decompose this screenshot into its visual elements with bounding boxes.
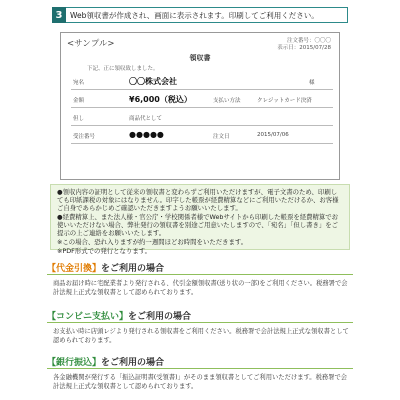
payment-label: 支払い方法 xyxy=(213,98,241,104)
cod-tag: 【代金引換】 xyxy=(47,264,102,274)
amount-row xyxy=(71,91,333,108)
bank-transfer-section-heading xyxy=(47,356,353,369)
sama-label: 様 xyxy=(309,80,315,86)
receipt-note: 下記、正に領収致しました。 xyxy=(87,66,159,72)
receipt-number-value: ●●●●● xyxy=(129,130,164,139)
step-number-badge: 3 xyxy=(52,7,66,23)
addressee-row xyxy=(71,73,333,90)
order-date-value: 2015/07/06 xyxy=(257,132,289,138)
info-note-1: ※この場合、恐れ入りますが約一週間ほどお時間をいただきます。 xyxy=(57,238,248,246)
info-note-2: ※PDF形式での発行となります。 xyxy=(57,247,151,255)
addressee-label: 宛名 xyxy=(73,80,85,86)
receipt-sample xyxy=(60,32,340,180)
convenience-heading-tail: をご利用の場合 xyxy=(128,312,192,322)
amount-label: 金額 xyxy=(73,98,85,104)
order-date-label: 注文日 xyxy=(213,134,230,140)
tadashi-row xyxy=(71,109,333,126)
info-paragraph-2: ●経費精算上、また法人様・官公庁・学校関係者様でWebサイトから印刷した帳票を経費精算でお使いいただけない場合、弊社発行の領収書を別途ご用意いたしますので、「宛名」「但し書き」をご提示の上ご連絡をお願いいたします。 xyxy=(57,213,339,237)
step-description: Web領収書が作成され、画面に表示されます。印刷してご利用ください。 xyxy=(70,10,319,20)
receipt-number-row xyxy=(71,127,333,144)
tadashi-value: 商品代として xyxy=(129,116,163,122)
bank-transfer-heading-tail: をご利用の場合 xyxy=(101,358,165,368)
info-paragraph-1: ●領収内容の証明として従来の領収書と変わらずご利用いただけますが、電子文書のため、印刷しても印紙課税の対象にはなりません。印字した帳票が経費精算などにご利用いただけるか、お客様ご自身であらかじめご確認いただきますようお願いいたします。 xyxy=(57,188,339,212)
cod-section-heading xyxy=(47,262,353,275)
step-banner xyxy=(52,7,348,23)
payment-value: クレジットカード決済 xyxy=(257,98,312,104)
cod-section-body: 商品お届け時に宅配業者より発行される、代引金額領収書(送り状の一部)をご利用ください。税務署で会計法規上正式な領収書として認められております。 xyxy=(53,280,348,296)
receipt-title: 領収書 xyxy=(189,54,211,62)
order-number: 注文番号：〇〇〇 xyxy=(286,38,331,44)
receipt-number-label: 受注番号 xyxy=(73,134,96,140)
display-date: 表示日：2015/07/28 xyxy=(277,45,331,51)
receipt-info-box xyxy=(50,184,350,255)
convenience-section-heading xyxy=(47,310,353,323)
bank-transfer-section-body: 各金融機関が発行する「振込証明書(受領書)」がそのまま領収書としてご利用いただけます。税務署で会計法規上正式な領収書として認められております。 xyxy=(53,374,348,390)
sample-label: <サンプル> xyxy=(67,39,115,49)
addressee-value: 〇〇株式会社 xyxy=(129,77,177,86)
cod-heading-tail: をご利用の場合 xyxy=(101,264,165,274)
convenience-section-body: お支払い時に店頭レジより発行される領収書をご利用ください。税務署で会計法規上正式な領収書として認められております。 xyxy=(53,328,349,344)
bank-transfer-tag: 【銀行振込】 xyxy=(47,358,102,368)
amount-value: ¥6,000（税込） xyxy=(129,95,192,104)
convenience-tag: 【コンビニ支払い】 xyxy=(47,312,129,322)
tadashi-label: 但し xyxy=(73,116,85,122)
